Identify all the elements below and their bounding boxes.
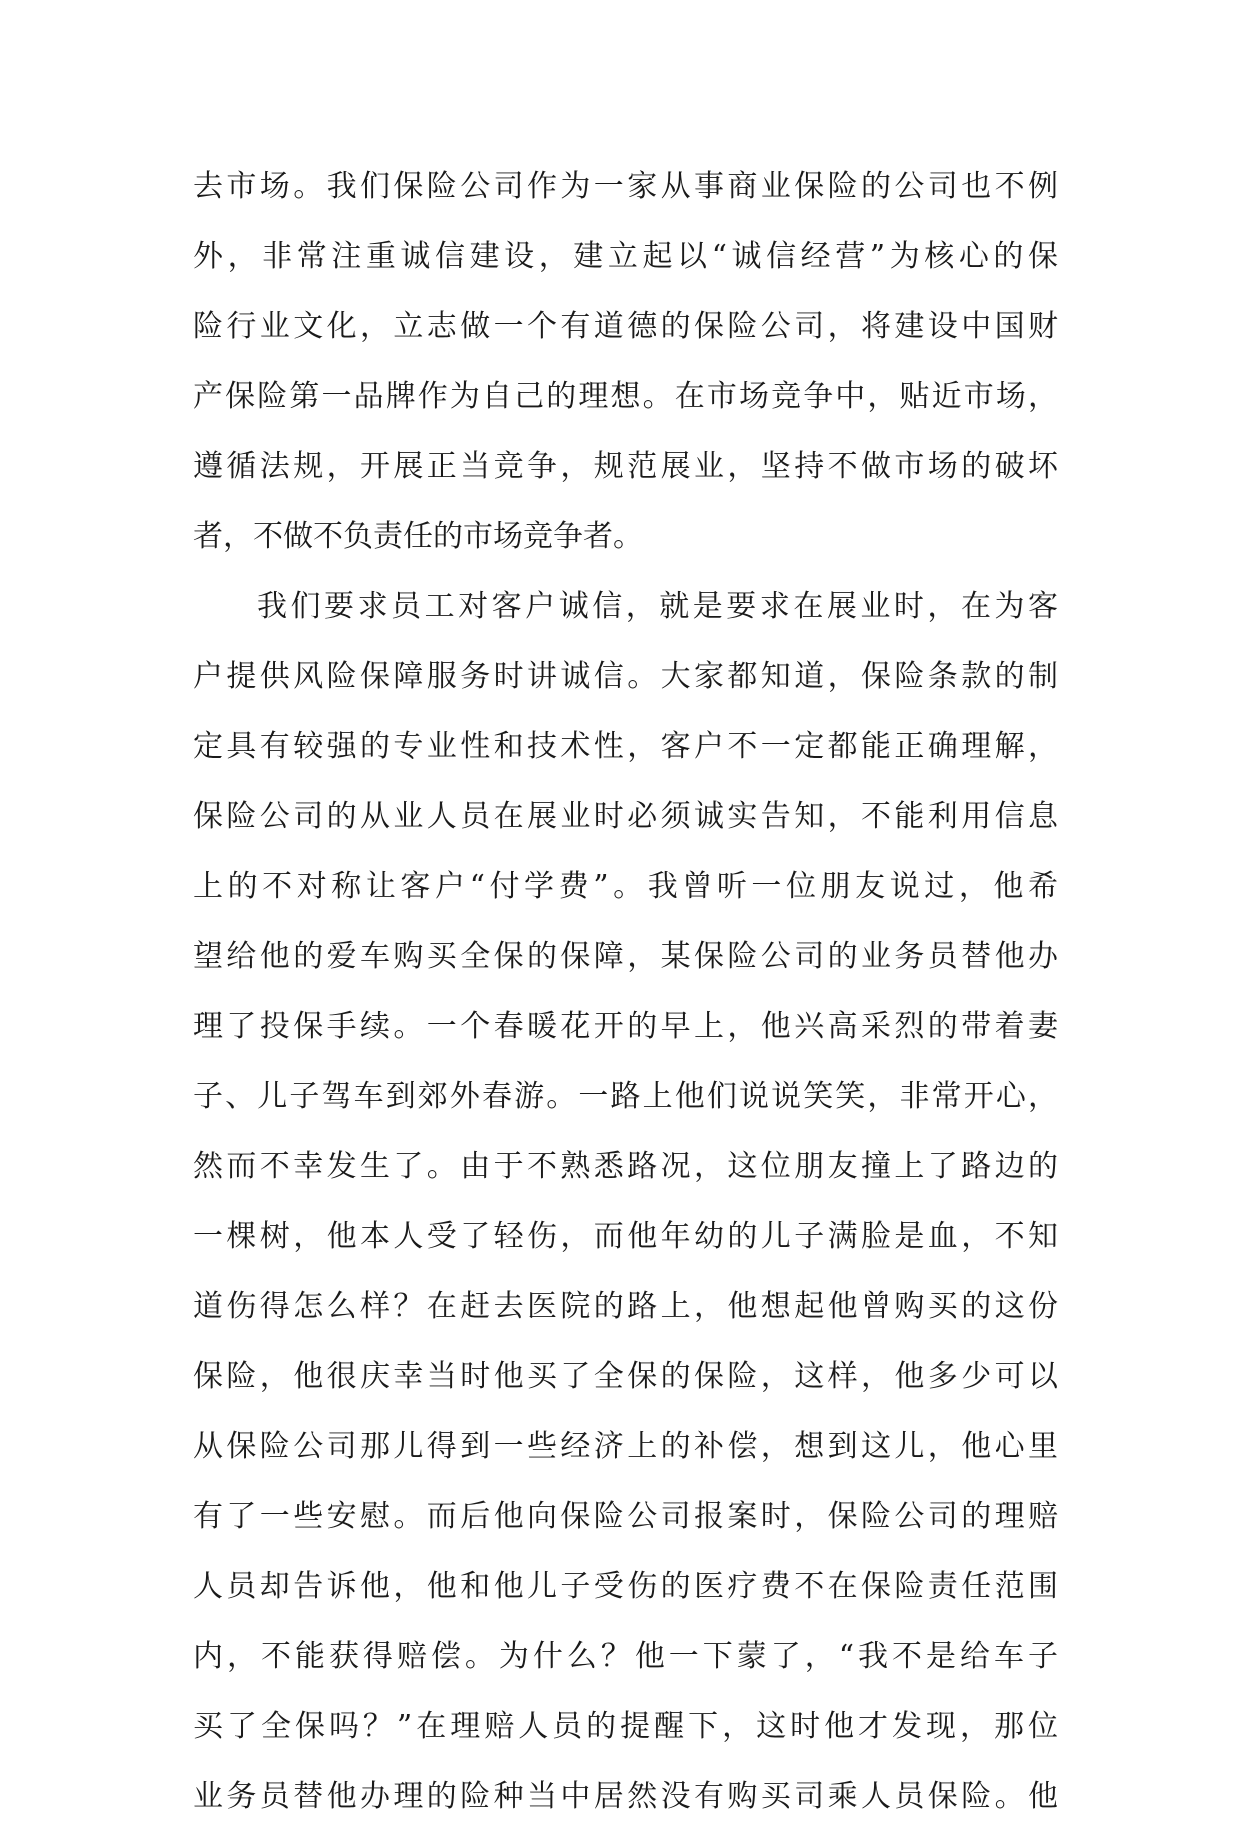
paragraph-line: 保险公司的从业人员在展业时必须诚实告知，不能利用信息 — [193, 799, 1058, 834]
paragraph-line: 险行业文化，立志做一个有道德的保险公司，将建设中国财 — [193, 309, 1058, 344]
paragraph-line: 然而不幸发生了。由于不熟悉路况，这位朋友撞上了路边的 — [193, 1149, 1058, 1184]
paragraph-line: 者，不做不负责任的市场竞争者。 — [193, 519, 643, 554]
paragraph-2 — [193, 572, 1058, 1832]
paragraph-line: 去市场。我们保险公司作为一家从事商业保险的公司也不例 — [193, 169, 1058, 204]
paragraph-line: 定具有较强的专业性和技术性，客户不一定都能正确理解， — [193, 729, 1058, 764]
paragraph-line: 产保险第一品牌作为自己的理想。在市场竞争中，贴近市场， — [193, 379, 1058, 414]
body-text — [193, 152, 1058, 1832]
paragraph-line: 遵循法规，开展正当竞争，规范展业，坚持不做市场的破坏 — [193, 449, 1058, 484]
paragraph-line: 我们要求员工对客户诚信，就是要求在展业时，在为客 — [257, 589, 1058, 624]
paragraph-line: 从保险公司那儿得到一些经济上的补偿，想到这儿，他心里 — [193, 1429, 1058, 1464]
paragraph-line: 上的不对称让客户“付学费”。我曾听一位朋友说过，他希 — [193, 869, 1058, 904]
paragraph-line: 望给他的爱车购买全保的保障，某保险公司的业务员替他办 — [193, 939, 1058, 974]
paragraph-1 — [193, 152, 1058, 572]
paragraph-line: 人员却告诉他，他和他儿子受伤的医疗费不在保险责任范围 — [193, 1569, 1058, 1604]
paragraph-line: 有了一些安慰。而后他向保险公司报案时，保险公司的理赔 — [193, 1499, 1058, 1534]
paragraph-line: 理了投保手续。一个春暖花开的早上，他兴高采烈的带着妻 — [193, 1009, 1058, 1044]
paragraph-line: 户提供风险保障服务时讲诚信。大家都知道，保险条款的制 — [193, 659, 1058, 694]
paragraph-line: 内，不能获得赔偿。为什么？他一下蒙了，“我不是给车子 — [193, 1639, 1058, 1674]
paragraph-line: 买了全保吗？”在理赔人员的提醒下，这时他才发现，那位 — [193, 1709, 1058, 1744]
paragraph-line: 子、儿子驾车到郊外春游。一路上他们说说笑笑，非常开心， — [193, 1079, 1058, 1114]
paragraph-line: 外，非常注重诚信建设，建立起以“诚信经营”为核心的保 — [193, 239, 1058, 274]
paragraph-line: 保险，他很庆幸当时他买了全保的保险，这样，他多少可以 — [193, 1359, 1058, 1394]
paragraph-line: 一棵树，他本人受了轻伤，而他年幼的儿子满脸是血，不知 — [193, 1219, 1058, 1254]
paragraph-line: 业务员替他办理的险种当中居然没有购买司乘人员保险。他 — [193, 1779, 1058, 1814]
paragraph-line: 道伤得怎么样？在赶去医院的路上，他想起他曾购买的这份 — [193, 1289, 1058, 1324]
